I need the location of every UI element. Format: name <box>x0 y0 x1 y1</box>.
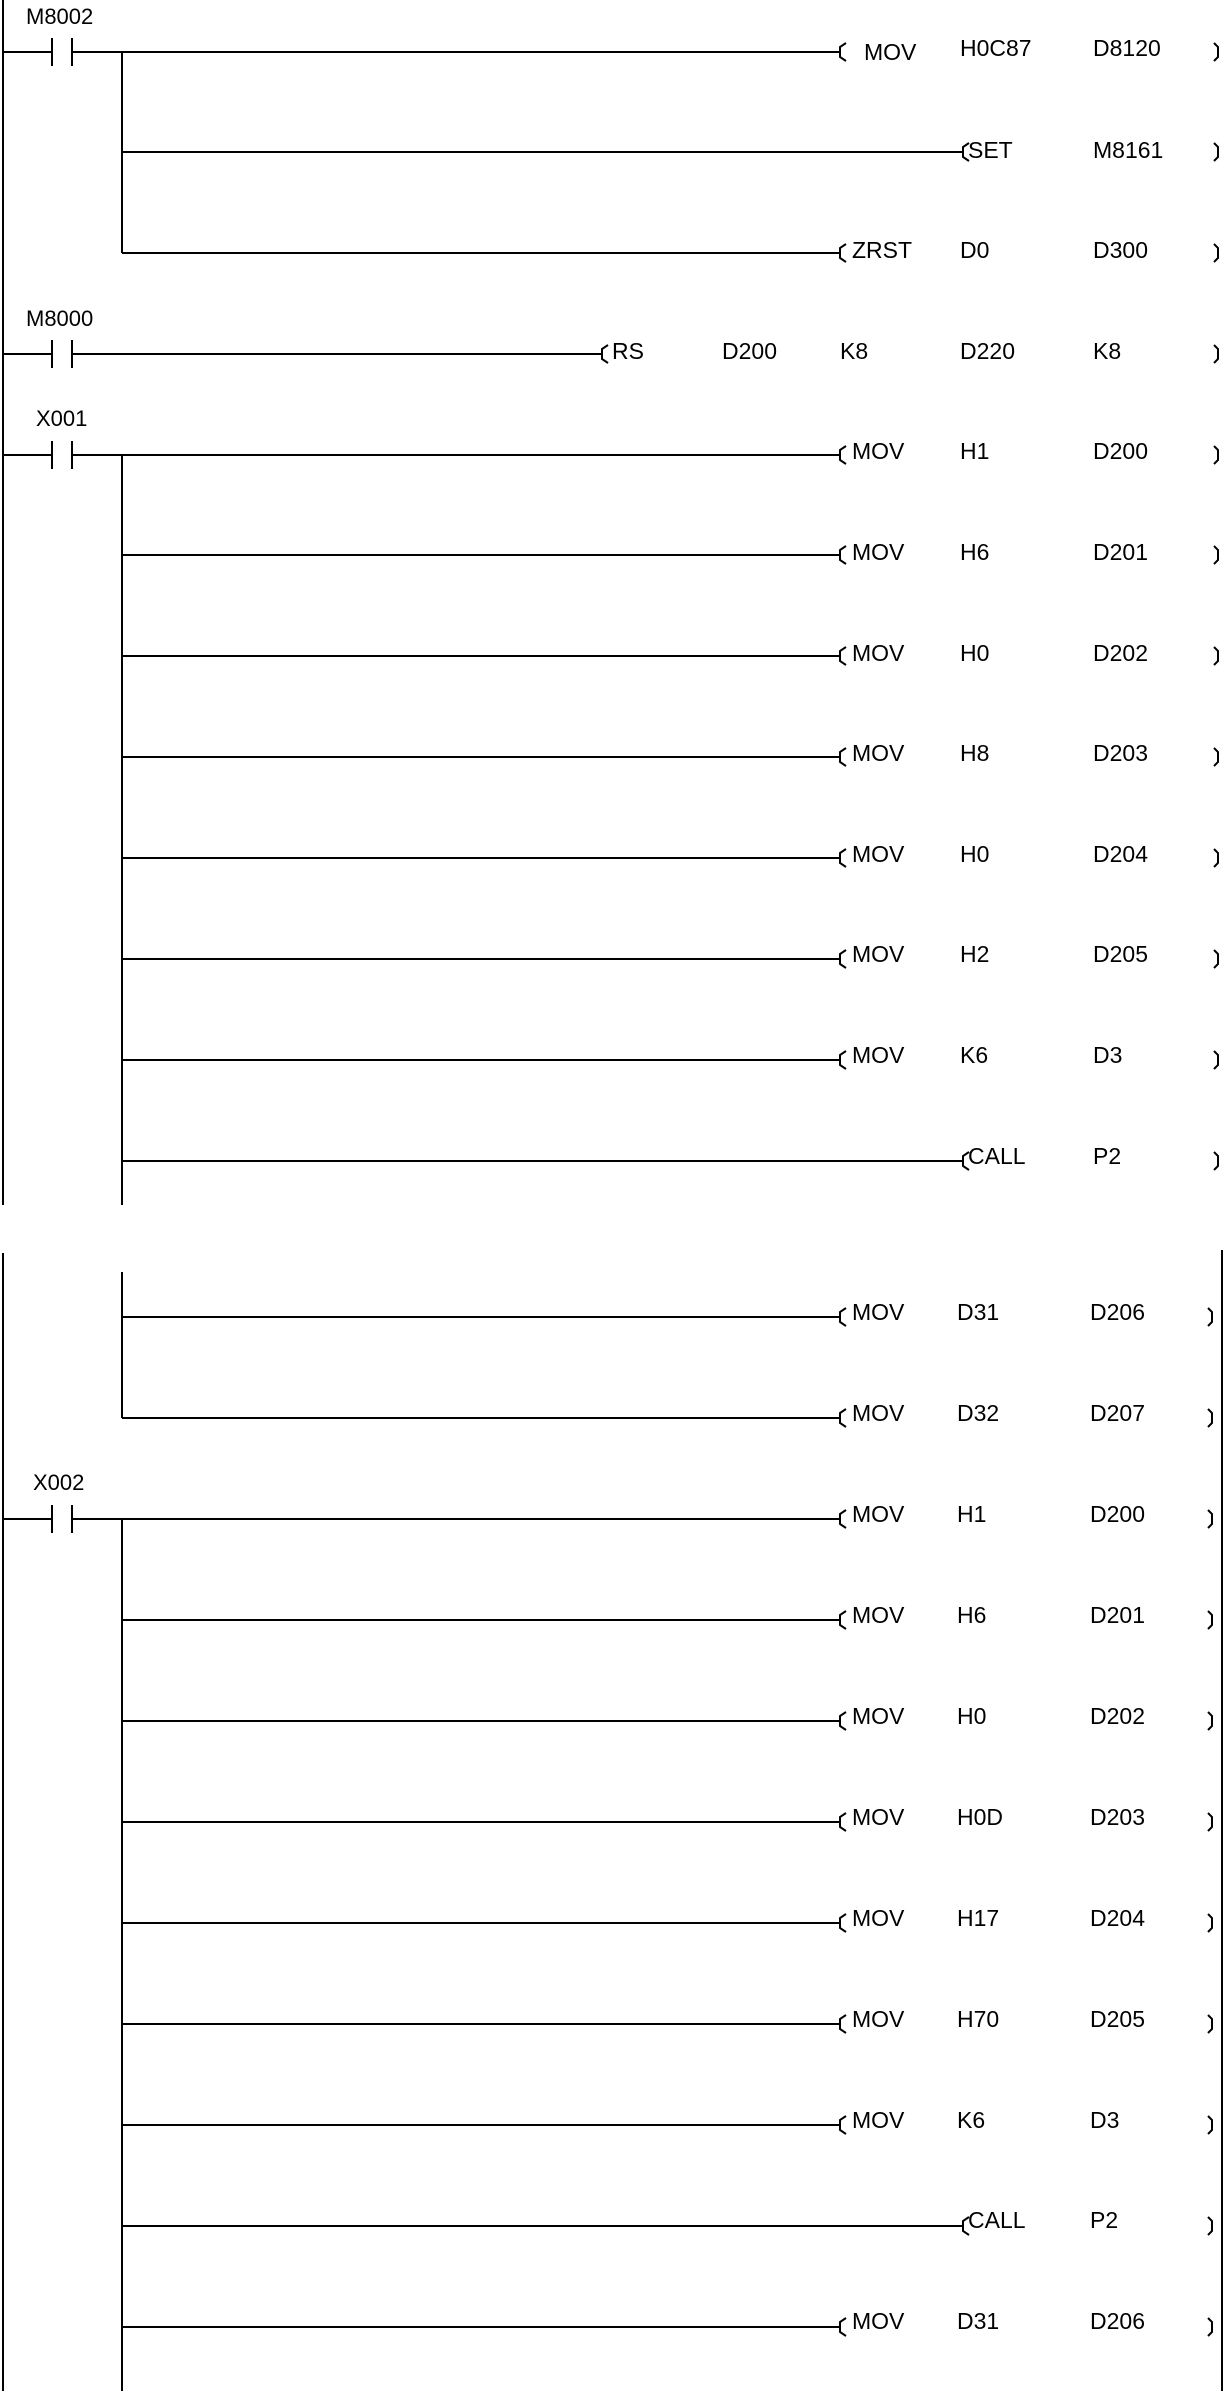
contact-label: M8002 <box>26 4 94 29</box>
operand: H2 <box>960 941 990 967</box>
instruction-name: CALL <box>968 1143 1026 1169</box>
instruction-close-bracket <box>1208 1308 1212 1326</box>
operand: D207 <box>1090 1400 1145 1426</box>
instruction-close-bracket <box>1214 748 1218 766</box>
contact-label: M8000 <box>26 306 94 331</box>
operand: D202 <box>1093 640 1148 666</box>
operand: D31 <box>957 2308 1000 2334</box>
operand: D205 <box>1090 2006 1145 2032</box>
operand: H0D <box>957 1804 1004 1830</box>
operand: H6 <box>960 539 990 565</box>
operand: K8 <box>840 338 869 364</box>
instruction-name: MOV <box>852 438 905 464</box>
instruction-close-bracket <box>1214 950 1218 968</box>
instruction-name: MOV <box>864 39 917 65</box>
ladder-rung[interactable] <box>122 2107 1212 2134</box>
ladder-rung[interactable] <box>122 1905 1212 1932</box>
instruction-open-bracket <box>840 1409 846 1427</box>
instruction-close-bracket <box>1208 1611 1212 1629</box>
instruction-close-bracket <box>1214 446 1218 464</box>
instruction-name: MOV <box>852 941 905 967</box>
instruction-name: MOV <box>852 1042 905 1068</box>
instruction-close-bracket <box>1208 2116 1212 2134</box>
instruction-open-bracket <box>840 244 846 262</box>
instruction-open-bracket <box>840 2318 846 2336</box>
operand: D8120 <box>1093 35 1161 61</box>
instruction-name: MOV <box>852 1804 905 1830</box>
contact-label: X001 <box>36 406 88 431</box>
instruction-open-bracket <box>840 1510 846 1528</box>
operand: D200 <box>1090 1501 1145 1527</box>
instruction-close-bracket <box>1214 244 1218 262</box>
operand: P2 <box>1093 1143 1122 1169</box>
instruction-name: RS <box>612 338 644 364</box>
operand: D3 <box>1090 2107 1120 2133</box>
instruction-close-bracket <box>1208 1510 1212 1528</box>
instruction-open-bracket <box>840 546 846 564</box>
instruction-open-bracket <box>840 647 846 665</box>
instruction-name: MOV <box>852 841 905 867</box>
operand: H1 <box>960 438 990 464</box>
ladder-rung[interactable] <box>122 2308 1212 2336</box>
operand: D3 <box>1093 1042 1123 1068</box>
instruction-open-bracket <box>602 345 608 363</box>
operand: H0C87 <box>960 35 1032 61</box>
ladder-panel-2 <box>3 1250 1222 2391</box>
instruction-close-bracket <box>1214 647 1218 665</box>
ladder-panel-1 <box>3 0 1218 1205</box>
instruction-name: MOV <box>852 1299 905 1325</box>
instruction-open-bracket <box>840 43 846 61</box>
instruction-close-bracket <box>1208 2217 1212 2235</box>
ladder-rung[interactable] <box>122 841 1218 867</box>
operand: D205 <box>1093 941 1148 967</box>
operand: H0 <box>960 640 990 666</box>
operand: D31 <box>957 1299 1000 1325</box>
instruction-close-bracket <box>1208 1813 1212 1831</box>
ladder-rung[interactable] <box>122 740 1218 766</box>
ladder-rung[interactable] <box>122 1804 1212 1831</box>
instruction-name: MOV <box>852 1905 905 1931</box>
operand: K8 <box>1093 338 1122 364</box>
ladder-rung[interactable] <box>122 1042 1218 1069</box>
ladder-rung[interactable] <box>122 640 1218 666</box>
operand: H0 <box>957 1703 987 1729</box>
instruction-name: ZRST <box>852 237 913 263</box>
ladder-rung[interactable] <box>122 1400 1212 1427</box>
operand: D204 <box>1093 841 1148 867</box>
instruction-open-bracket <box>840 446 846 464</box>
operand: H8 <box>960 740 990 766</box>
operand: D204 <box>1090 1905 1145 1931</box>
operand: D200 <box>722 338 777 364</box>
operand: D201 <box>1093 539 1148 565</box>
instruction-close-bracket <box>1214 345 1218 363</box>
instruction-close-bracket <box>1214 849 1218 867</box>
operand: K6 <box>957 2107 986 2133</box>
instruction-open-bracket <box>840 2116 846 2134</box>
operand: D206 <box>1090 2308 1145 2334</box>
ladder-rung[interactable] <box>122 2006 1212 2033</box>
instruction-name: MOV <box>852 1602 905 1628</box>
instruction-open-bracket <box>840 2015 846 2033</box>
ladder-rung[interactable] <box>122 1299 1212 1326</box>
operand: D206 <box>1090 1299 1145 1325</box>
ladder-rung[interactable] <box>3 306 1218 368</box>
operand: H6 <box>957 1602 987 1628</box>
instruction-close-bracket <box>1214 143 1218 161</box>
instruction-close-bracket <box>1208 2015 1212 2033</box>
instruction-close-bracket <box>1208 1409 1212 1427</box>
operand: P2 <box>1090 2207 1119 2233</box>
operand: D0 <box>960 237 990 263</box>
ladder-rung[interactable] <box>122 137 1218 163</box>
operand: D220 <box>960 338 1015 364</box>
instruction-open-bracket <box>840 1051 846 1069</box>
contact-label: X002 <box>33 1470 85 1495</box>
ladder-rung[interactable] <box>3 4 1218 66</box>
instruction-close-bracket <box>1214 1152 1218 1170</box>
instruction-close-bracket <box>1214 1051 1218 1069</box>
operand: H70 <box>957 2006 1000 2032</box>
operand: M8161 <box>1093 137 1164 163</box>
ladder-rung[interactable] <box>3 1470 1212 1533</box>
instruction-name: MOV <box>852 1703 905 1729</box>
ladder-rung[interactable] <box>122 1602 1212 1629</box>
instruction-close-bracket <box>1208 1712 1212 1730</box>
operand: D203 <box>1090 1804 1145 1830</box>
operand: H17 <box>957 1905 1000 1931</box>
instruction-close-bracket <box>1214 43 1218 61</box>
operand: D201 <box>1090 1602 1145 1628</box>
operand: D200 <box>1093 438 1148 464</box>
ladder-rung[interactable] <box>122 1143 1218 1170</box>
instruction-open-bracket <box>840 1611 846 1629</box>
instruction-close-bracket <box>1214 546 1218 564</box>
instruction-name: MOV <box>852 640 905 666</box>
instruction-open-bracket <box>840 950 846 968</box>
operand: D203 <box>1093 740 1148 766</box>
ladder-rung[interactable] <box>122 941 1218 968</box>
instruction-name: MOV <box>852 1501 905 1527</box>
instruction-open-bracket <box>840 1712 846 1730</box>
operand: K6 <box>960 1042 989 1068</box>
ladder-rung[interactable] <box>122 237 1218 263</box>
instruction-name: SET <box>968 137 1013 163</box>
instruction-name: MOV <box>852 2107 905 2133</box>
operand: D202 <box>1090 1703 1145 1729</box>
instruction-close-bracket <box>1208 2318 1212 2336</box>
instruction-open-bracket <box>840 1308 846 1326</box>
instruction-name: MOV <box>852 740 905 766</box>
operand: D32 <box>957 1400 1000 1426</box>
operand: H0 <box>960 841 990 867</box>
instruction-open-bracket <box>840 1813 846 1831</box>
instruction-name: MOV <box>852 1400 905 1426</box>
instruction-name: MOV <box>852 2006 905 2032</box>
ladder-rung[interactable] <box>122 1703 1212 1730</box>
instruction-open-bracket <box>840 849 846 867</box>
instruction-open-bracket <box>840 748 846 766</box>
instruction-open-bracket <box>840 1914 846 1932</box>
instruction-name: CALL <box>968 2207 1026 2233</box>
operand: H1 <box>957 1501 987 1527</box>
instruction-name: MOV <box>852 2308 905 2334</box>
operand: D300 <box>1093 237 1148 263</box>
ladder-rung[interactable] <box>122 539 1218 565</box>
ladder-rung[interactable] <box>3 406 1218 469</box>
ladder-rung[interactable] <box>122 2207 1212 2235</box>
instruction-name: MOV <box>852 539 905 565</box>
instruction-close-bracket <box>1208 1914 1212 1932</box>
